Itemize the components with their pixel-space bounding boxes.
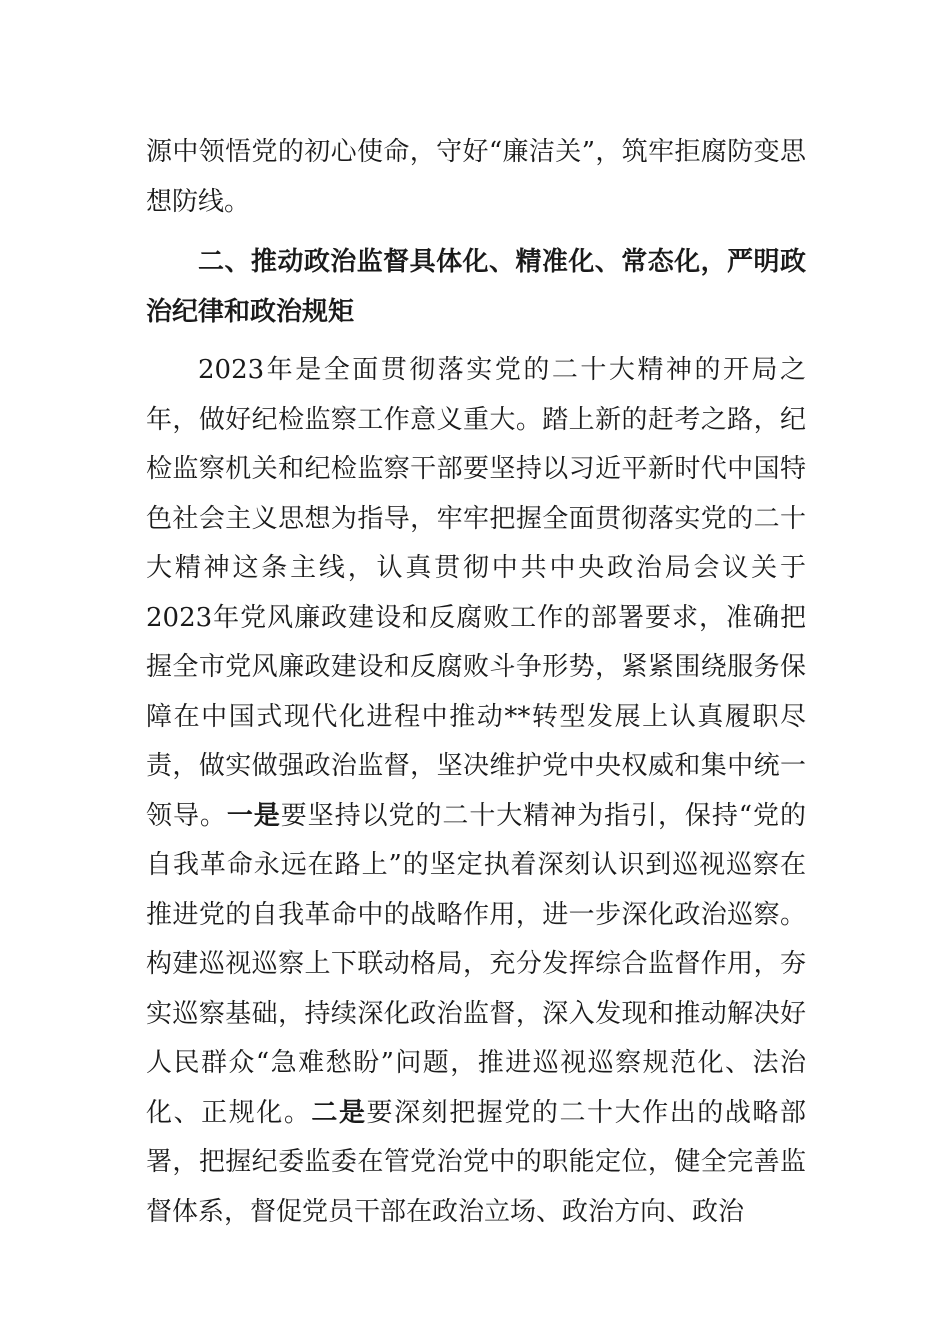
body-text-part2: 要坚持以党的二十大精神为指引，保持“党的自我革命永远在路上”的坚定执着深刻认识到巡视巡察在推进党的自我革命中的战略作用，进一步深化政治巡察。构建巡视巡察上下联动格局，充分发挥综合监督作用，夯实巡察基础，持续深化政治监督，深入发现和推动解决好人民群众“急难愁盼”问题，推进巡视巡察规范化、法治化、正规化。 [146,800,806,1128]
document-page [146,128,806,1237]
continued-paragraph: 源中领悟党的初心使命，守好“廉洁关”，筑牢拒腐防变思想防线。 [146,137,806,217]
item-marker-second: 二是 [311,1097,367,1128]
body-text-part3: 要深刻把握党的二十大作出的战略部署，把握纪委监委在管党治党中的职能定位，健全完善监督体系，督促党员干部在政治立场、政治方向、政治 [146,1097,806,1227]
body-paragraph [146,346,806,1237]
section-heading: 二、推动政治监督具体化、精准化、常态化，严明政治纪律和政治规矩 [146,247,806,327]
body-text-part1: 2023年是全面贯彻落实党的二十大精神的开局之年，做好纪检监察工作意义重大。踏上新的赶考之路，纪检监察机关和纪检监察干部要坚持以习近平新时代中国特色社会主义思想为指导，牢牢把握全面贯彻落实党的二十大精神这条主线，认真贯彻中共中央政治局会议关于2023年党风廉政建设和反腐败工作的部署要求，准确把握全市党风廉政建设和反腐败斗争形势，紧紧围绕服务保障在中国式现代化进程中推动**转型发展上认真履职尽责，做实做强政治监督，坚决维护党中央权威和集中统一领导。 [146,355,806,831]
item-marker-first: 一是 [226,800,281,831]
